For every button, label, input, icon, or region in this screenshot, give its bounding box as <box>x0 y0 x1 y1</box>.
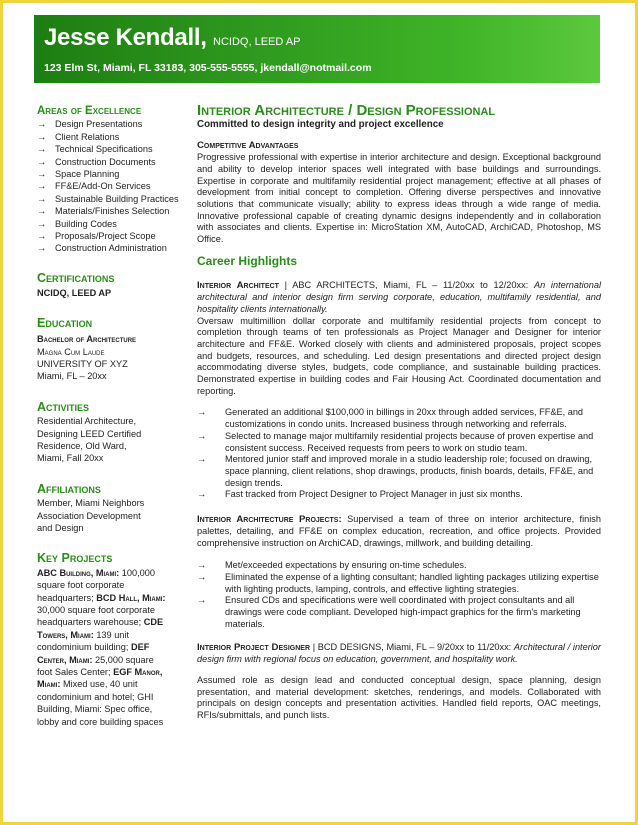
arrow-icon: → <box>197 430 207 441</box>
arrow-icon: → <box>37 144 47 155</box>
list-item <box>197 560 601 572</box>
job1-header <box>197 280 601 315</box>
arrow-icon: → <box>197 454 207 465</box>
arrow-icon: → <box>37 206 47 217</box>
bullet-text: Selected to manage major multifamily residential projects because of proven expertise and consistent success. Received requests from peers to work on studio team. <box>225 430 594 453</box>
arrow-icon: → <box>197 489 207 500</box>
arrow-icon: → <box>197 560 207 571</box>
area-label: Client Relations <box>55 131 120 142</box>
arrow-icon: → <box>37 181 47 192</box>
school: UNIVERSITY OF XYZ <box>37 358 128 369</box>
job2-company: | BCD DESIGNS, Miami, FL – 9/20xx to 11/20xx: <box>310 642 514 653</box>
certifications-text: NCIDQ, LEED AP <box>37 288 112 299</box>
arrow-icon: → <box>37 218 47 229</box>
arrow-icon: → <box>37 243 47 254</box>
affiliations-heading: Affiliations <box>37 481 101 496</box>
arrow-icon: → <box>37 231 47 242</box>
job1-desc: An international architectural and interior design firm serving corporate, education, multifamily residential, and hospitality clients internationally. <box>197 280 601 314</box>
job2-title: Interior Project Designer <box>197 642 310 654</box>
arrow-icon: → <box>37 169 47 180</box>
name-line <box>44 24 300 52</box>
degree: Bachelor of Architecture <box>37 334 137 345</box>
area-label: Sustainable Building Practices <box>55 193 179 204</box>
project-name: CDE Towers, Miami: <box>37 617 164 640</box>
arrow-icon: → <box>197 571 207 582</box>
area-label: Construction Documents <box>55 156 156 167</box>
list-item <box>197 489 601 501</box>
list-item <box>37 218 185 230</box>
list-item <box>197 454 601 489</box>
area-label: Space Planning <box>55 169 120 180</box>
bullet-text: Ensured CDs and specifications were well coordinated with project consultants and all drawings were code compliant. Developed high-impact graphics for the firm's marketing materials. <box>225 595 581 629</box>
list-item <box>37 205 185 217</box>
arrow-icon: → <box>197 407 207 418</box>
project-name: DEF Center, Miami: <box>37 642 150 665</box>
project-desc: 139 unit condominium building; <box>37 629 131 653</box>
project-name: BCD Hall, Miami: <box>96 592 166 603</box>
contact-info: 123 Elm St, Miami, FL 33183, 305-555-5555, jkendall@notmail.com <box>44 62 372 74</box>
affiliations-text: Member, Miami Neighbors Association Development and Design <box>37 498 145 533</box>
bullet-text: Generated an additional $100,000 in billings in 20xx through added services, FF&E, and customizations in condo units. Increased business through networking and referrals. <box>225 407 584 430</box>
list-item <box>197 571 601 595</box>
areas-list <box>37 118 185 254</box>
arrow-icon: → <box>37 119 47 130</box>
job2-header <box>197 642 601 665</box>
school-location: Miami, FL – 20xx <box>37 371 107 382</box>
advantages-heading: Competitive Advantages <box>197 140 299 152</box>
job1-title: Interior Architect <box>197 280 279 292</box>
job2-summary: Assumed role as design lead and conducted conceptual design, space planning, design presentation, and material development: sketches, renderings, and models. Collaborated with principals on design concepts and presentation activities. Handled field reports, OAC meetings, RFIs/submittals, and punch lists. <box>197 674 601 720</box>
projects-heading: Key Projects <box>37 551 113 566</box>
candidate-name: Jesse Kendall, <box>44 24 207 51</box>
list-item <box>37 168 185 180</box>
projects-block-label: Interior Architecture Projects: <box>197 514 342 526</box>
list-item <box>37 143 185 155</box>
project-name: EGF Manor, Miami: <box>37 667 163 690</box>
left-sidebar <box>37 105 185 728</box>
arrow-icon: → <box>37 131 47 142</box>
area-label: FF&E/Add-On Services <box>55 181 151 192</box>
career-heading: Career Highlights <box>197 253 298 268</box>
bullet-text: Eliminated the expense of a lighting consultant; handled lighting packages utilizing expertise with lighting products, lamping, controls, and effective lighting strategies. <box>225 571 599 594</box>
list-item <box>37 131 185 143</box>
list-item <box>37 230 185 242</box>
bullet-text: Met/exceeded expectations by ensuring on-time schedules. <box>225 560 467 571</box>
area-label: Materials/Finishes Selection <box>55 206 170 217</box>
area-label: Construction Administration <box>55 243 167 254</box>
certifications-heading: Certifications <box>37 270 115 285</box>
list-item <box>37 180 185 192</box>
list-item <box>197 595 601 630</box>
projects-text <box>37 567 167 728</box>
list-item <box>37 118 185 130</box>
job2-desc: Architectural / interior design firm with regional focus on education, government, and hospitality work. <box>197 642 601 665</box>
projects-block-text: Supervised a team of three on interior architecture, finish palettes, detailing, and FF&E on complex education, recreation, and office projects. Provided comprehensive instruction on ArchiCAD, drawings, millwork, and building detailing. <box>197 514 602 548</box>
projects-bullets <box>197 560 601 630</box>
job1-company: | ABC ARCHITECTS, Miami, FL – 11/20xx to 12/20xx: <box>278 280 534 291</box>
area-label: Building Codes <box>55 218 117 229</box>
job1-summary: Oversaw multimillion dollar corporate and multifamily residential projects from concept to completion through teams of ten professionals as Project Manager and Designer for interior architecture and FF&E. Worked closely with clients and administered proposals, project scopes and budgets, resources, and scheduling. Led design presentations and directed project design accommodating diverse styles, budgets, code compliance, and sustainable building practices. Demonstrated expertise in building codes and Fair Housing Act. Coordinated documentation and reporting. <box>197 315 601 396</box>
list-item <box>37 193 185 205</box>
bullet-text: Mentored junior staff and improved morale in a studio leadership role; focused on drawing, space planning, client relations, shop drawings, products, finish boards, details, FF&E, and design trends. <box>225 454 594 488</box>
project-desc: 100,000 square foot corporate headquarters; <box>37 567 156 603</box>
page-title: Interior Architecture / Design Professional <box>197 102 496 119</box>
area-label: Proposals/Project Scope <box>55 231 156 242</box>
project-name: ABC Building, Miami: <box>37 567 120 578</box>
page-subtitle: Committed to design integrity and project excellence <box>197 118 444 130</box>
honors: Magna Cum Laude <box>37 346 105 357</box>
area-label: Technical Specifications <box>55 144 153 155</box>
job1-bullets <box>197 407 601 501</box>
activities-heading: Activities <box>37 399 90 414</box>
arrow-icon: → <box>37 193 47 204</box>
list-item <box>197 407 601 430</box>
arrow-icon: → <box>197 595 207 606</box>
candidate-credentials: NCIDQ, LEED AP <box>213 36 301 48</box>
areas-heading: Areas of Excellence <box>37 105 142 117</box>
project-desc: 30,000 square foot corporate headquarters warehouse; <box>37 605 155 628</box>
resume-header <box>34 15 600 83</box>
activities-text: Residential Architecture, Designing LEED Certified Residence, Old Ward, Miami, Fall 20xx <box>37 416 142 464</box>
advantages-text: Progressive professional with expertise in interior architecture and design. Exceptional background and ability to develop interior spaces well integrated with base buildings and surroundings. Expertise in corporate and multifamily residential project management; effective at all phases of development from initial concept to completion. Offering diverse perspectives and innovative solutions that communicate visually; ability to express ideas through a wide range of media. Innovative professional capable of creating dynamic designs independently and in collaboration with associates and clients. Expertise in: MicroStation XM, AutoCAD, ArchiCAD, Photoshop, MS Office. <box>197 152 601 245</box>
list-item <box>37 242 185 254</box>
project-desc: 25,000 square foot Sales Center; <box>37 654 154 678</box>
arrow-icon: → <box>37 156 47 167</box>
list-item <box>197 430 601 454</box>
education-heading: Education <box>37 315 93 330</box>
area-label: Design Presentations <box>55 119 143 130</box>
main-content <box>197 102 602 722</box>
bullet-text: Fast tracked from Project Designer to Project Manager in just six months. <box>225 489 523 500</box>
project-desc: Mixed use, 40 unit condominium and hotel; GHI Building, Miami: Spec office, lobby and core building spaces <box>37 679 164 727</box>
projects-block <box>197 514 601 549</box>
list-item <box>37 156 185 168</box>
